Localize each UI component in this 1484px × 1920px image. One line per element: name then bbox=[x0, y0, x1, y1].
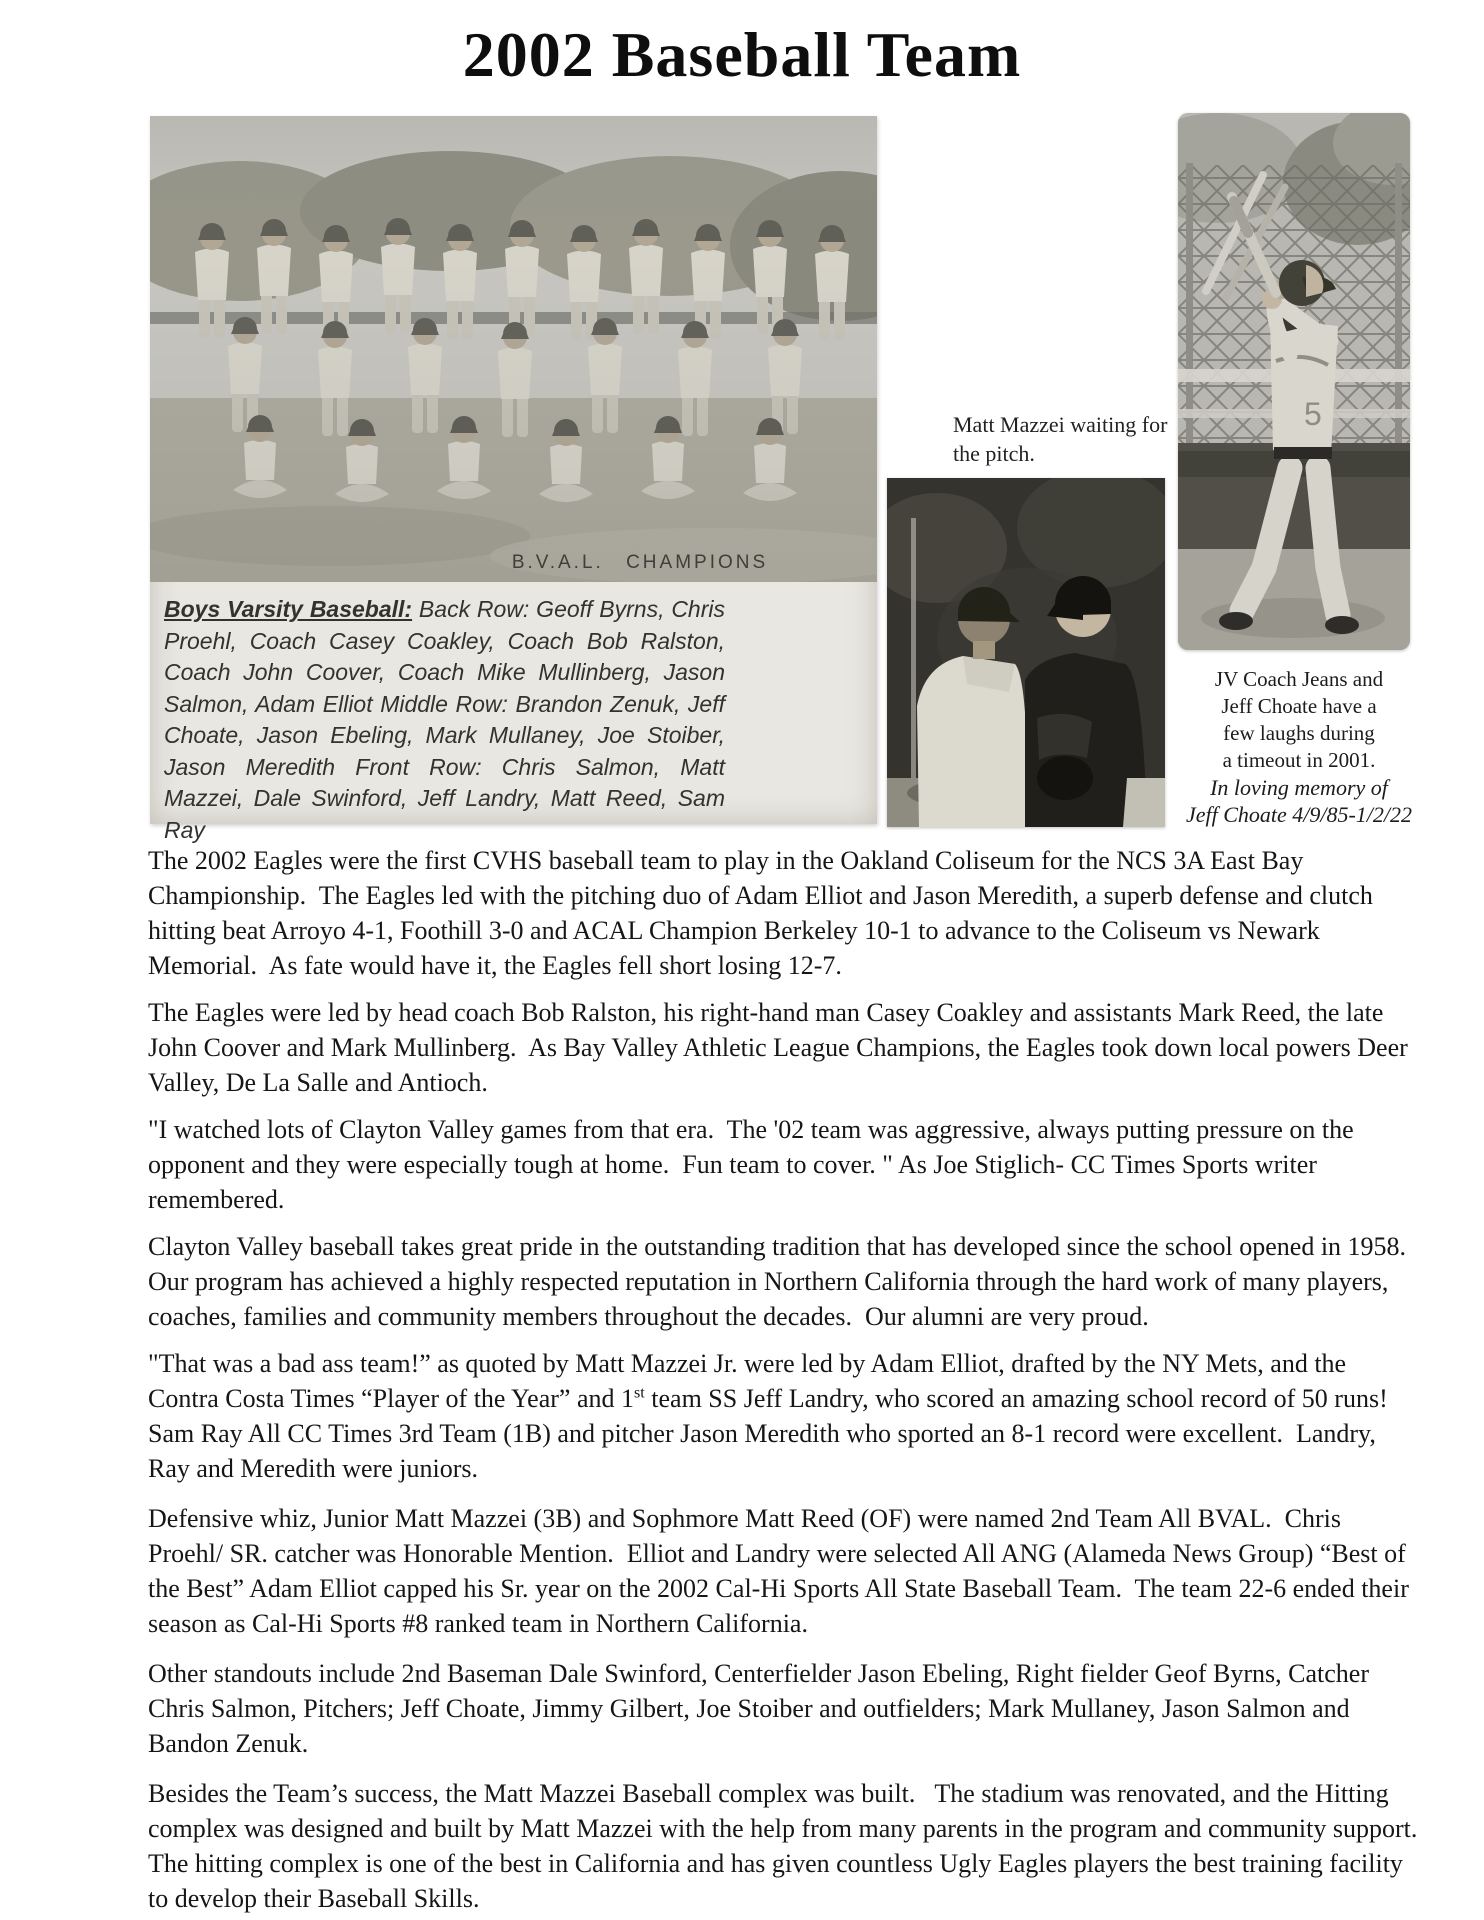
body-paragraph bbox=[148, 1346, 1418, 1486]
page-title: 2002 Baseball Team bbox=[462, 19, 1022, 90]
paragraph-text: Defensive whiz, Junior Matt Mazzei (3B) and Sophmore Matt Reed (OF) were named 2nd Team All BVAL. Chris Proehl/ SR. catcher was Honorable Mention. Elliot and Landry were selected All ANG (Alameda News Group) “Best of the Best” Adam Elliot capped his Sr. year on the 2002 Cal-Hi Sports All State Baseball Team. The team 22-6 ended their season as Cal-Hi Sports #8 ranked team in Northern California. bbox=[148, 1504, 1416, 1638]
paragraph-text: team SS Jeff Landry, who scored an amazing school record of 50 runs! Sam Ray All CC Times 3rd Team (1B) and pitcher Jason Meredith who sported an 8-1 record were excellent. Landry, Ray and Meredith were juniors. bbox=[148, 1384, 1401, 1483]
paragraph-text: Clayton Valley baseball takes great pride in the outstanding tradition that has developed since the school opened in 1958. Our program has achieved a highly respected reputation in Northern California through the hard work of many players, coaches, families and community members throughout the decades. Our alumni are very proud. bbox=[148, 1232, 1420, 1331]
batter-jersey-number: 5 bbox=[1304, 396, 1322, 432]
body-paragraph bbox=[148, 1112, 1418, 1217]
matt-mazzei-caption: Matt Mazzei waiting for the pitch. bbox=[953, 412, 1168, 466]
superscript-text: st bbox=[634, 1384, 645, 1402]
jv-caption-line: few laughs during bbox=[1223, 721, 1375, 745]
team-photo-illustration bbox=[150, 116, 877, 582]
body-paragraph bbox=[148, 995, 1418, 1100]
paragraph-text: Besides the Team’s success, the Matt Mazzei Baseball complex was built. The stadium was renovated, and the Hitting complex was designed and built by Matt Mazzei with the help from many parents in the program and community support. The hitting complex is one of the best in California and has given countless Ugly Eagles players the best training facility to develop their Baseball Skills. bbox=[148, 1779, 1430, 1913]
team-photo-clipping bbox=[150, 116, 877, 843]
paragraph-text: "That was a bad ass team!” as quoted by Matt Mazzei Jr. were led by Adam Elliot, drafted by the NY Mets, and the Contra Costa Times “Player of the Year” and 1 bbox=[148, 1349, 1353, 1413]
team-photo bbox=[150, 116, 877, 582]
memorial-line: Jeff Choate 4/9/85-1/2/22 bbox=[1185, 802, 1413, 827]
jv-caption-line: Jeff Choate have a bbox=[1221, 694, 1377, 718]
laughing-players-photo bbox=[887, 478, 1165, 827]
team-caption-body: Back Row: Geoff Byrns, Chris Proehl, Coach Casey Coakley, Coach Bob Ralston, Coach John Coover, Coach Mike Mullinberg, Jason Salmon, Adam Elliot Middle Row: Brandon Zenuk, Jeff Choate, Jason Ebeling, Mark Mullaney, Joe Stoiber, Jason Meredith Front Row: Chris Salmon, Matt Mazzei, Dale Swinford, Jeff Landry, Matt Reed, Sam Ray bbox=[164, 596, 725, 843]
team-caption-lead: Boys Varsity Baseball: bbox=[164, 596, 413, 622]
body-paragraph bbox=[148, 1656, 1418, 1761]
memorial-line: In loving memory of bbox=[1210, 775, 1388, 800]
batter-illustration bbox=[1178, 113, 1410, 650]
paragraph-text: "I watched lots of Clayton Valley games from that era. The '02 team was aggressive, always putting pressure on the opponent and they were especially tough at home. Fun team to cover. " As Joe Stiglich- CC Times Sports writer remembered. bbox=[148, 1115, 1361, 1214]
article-body bbox=[148, 843, 1430, 1920]
paragraph-text: The 2002 Eagles were the first CVHS baseball team to play in the Oakland Coliseum for the NCS 3A East Bay Championship. The Eagles led with the pitching duo of Adam Elliot and Jason Meredith, a superb defense and clutch hitting beat Arroyo 4-1, Foothill 3-0 and ACAL Champion Berkeley 10-1 to advance to the Coliseum vs Newark Memorial. As fate would have it, the Eagles fell short losing 12-7. bbox=[148, 846, 1380, 980]
laughing-players-illustration bbox=[887, 478, 1165, 827]
body-paragraph bbox=[148, 843, 1418, 983]
team-photo-caption bbox=[150, 582, 877, 846]
paragraph-text: Other standouts include 2nd Baseman Dale Swinford, Centerfielder Jason Ebeling, Right fielder Geof Byrns, Catcher Chris Salmon, Pitchers; Jeff Choate, Jimmy Gilbert, Joe Stoiber and outfielders; Mark Mullaney, Jason Salmon and Bandon Zenuk. bbox=[148, 1659, 1376, 1758]
jv-coach-caption bbox=[1168, 666, 1430, 828]
jv-caption-line: JV Coach Jeans and bbox=[1214, 667, 1384, 691]
jv-caption-line: a timeout in 2001. bbox=[1222, 748, 1376, 772]
paragraph-text: The Eagles were led by head coach Bob Ralston, his right-hand man Casey Coakley and assistants Mark Reed, the late John Coover and Mark Mullinberg. As Bay Valley Athletic League Champions, the Eagles took down local powers Deer Valley, De La Salle and Antioch. bbox=[148, 998, 1414, 1097]
batter-photo bbox=[1178, 113, 1410, 650]
body-paragraph bbox=[148, 1229, 1418, 1334]
body-paragraph bbox=[148, 1501, 1418, 1641]
body-paragraph bbox=[148, 1776, 1430, 1916]
bval-champions-overlay-text: B.V.A.L. CHAMPIONS bbox=[511, 552, 769, 573]
